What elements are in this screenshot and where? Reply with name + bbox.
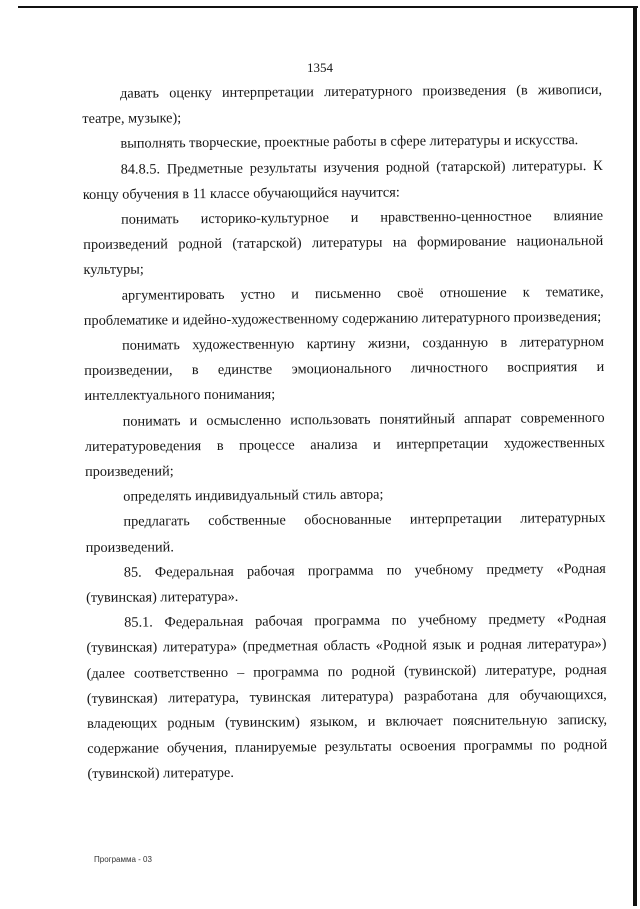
page-number: 1354 [307,60,333,75]
paragraph-assessment: давать оценку интерпретации литературного произведения (в живописи, театре, музыке); [82,81,603,128]
paragraph-argumentation: аргументировать устно и письменно своё отношение к тематике, проблематике и идейно-художественному содержанию литературного произведения; [83,283,604,329]
paragraph-section-85: 85. Федеральная рабочая программа по учебному предмету «Родная (тувинская) литература». [85,560,606,607]
paragraph-author-style: определять индивидуальный стиль автора; [123,486,384,505]
document-body [82,78,608,788]
scan-border-right [633,6,637,906]
scan-border-top [18,6,638,8]
footer-note: Программа - 03 [94,855,152,864]
paragraph-artistic-picture: понимать художественную картину жизни, созданную в литературном произведении, в единстве эмоционального личностного восприятия и интеллектуального понимания; [84,333,605,405]
paragraph-section-84-8-5: 84.8.5. Предметные результаты изучения родной (татарской) литературы. К концу обучения в 11 классе обучающийся научится: [82,157,603,203]
paragraph-concept-apparatus: понимать и осмысленно использовать понятийный аппарат современного литературоведения в процессе анализа и интерпретации художественных произведений; [84,409,605,481]
paragraph-section-85-1: 85.1. Федеральная рабочая программа по учебному предмету «Родная (тувинская) литература» (предметная область «Родной язык и родная литература») (далее соответственно – программа по родной (тувинской) литературе, родная (тувинская) литература, тувинская литература) разработана для обучающихся, владеющих родным (тувинским) языком, и включает пояснительную записку, содержание обучения, планируемые результаты освоения программы по родной (тувинской) литературе. [86,611,608,783]
paragraph-cultural-influence: понимать историко-культурное и нравственно-ценностное влияние произведений родной (татарской) литературы на формирование национальной культуры; [83,207,604,279]
paragraph-creative-work: выполнять творческие, проектные работы в сфере литературы и искусства. [120,132,579,153]
paragraph-interpretations: предлагать собственные обоснованные интерпретации литературных произведений. [85,510,606,556]
